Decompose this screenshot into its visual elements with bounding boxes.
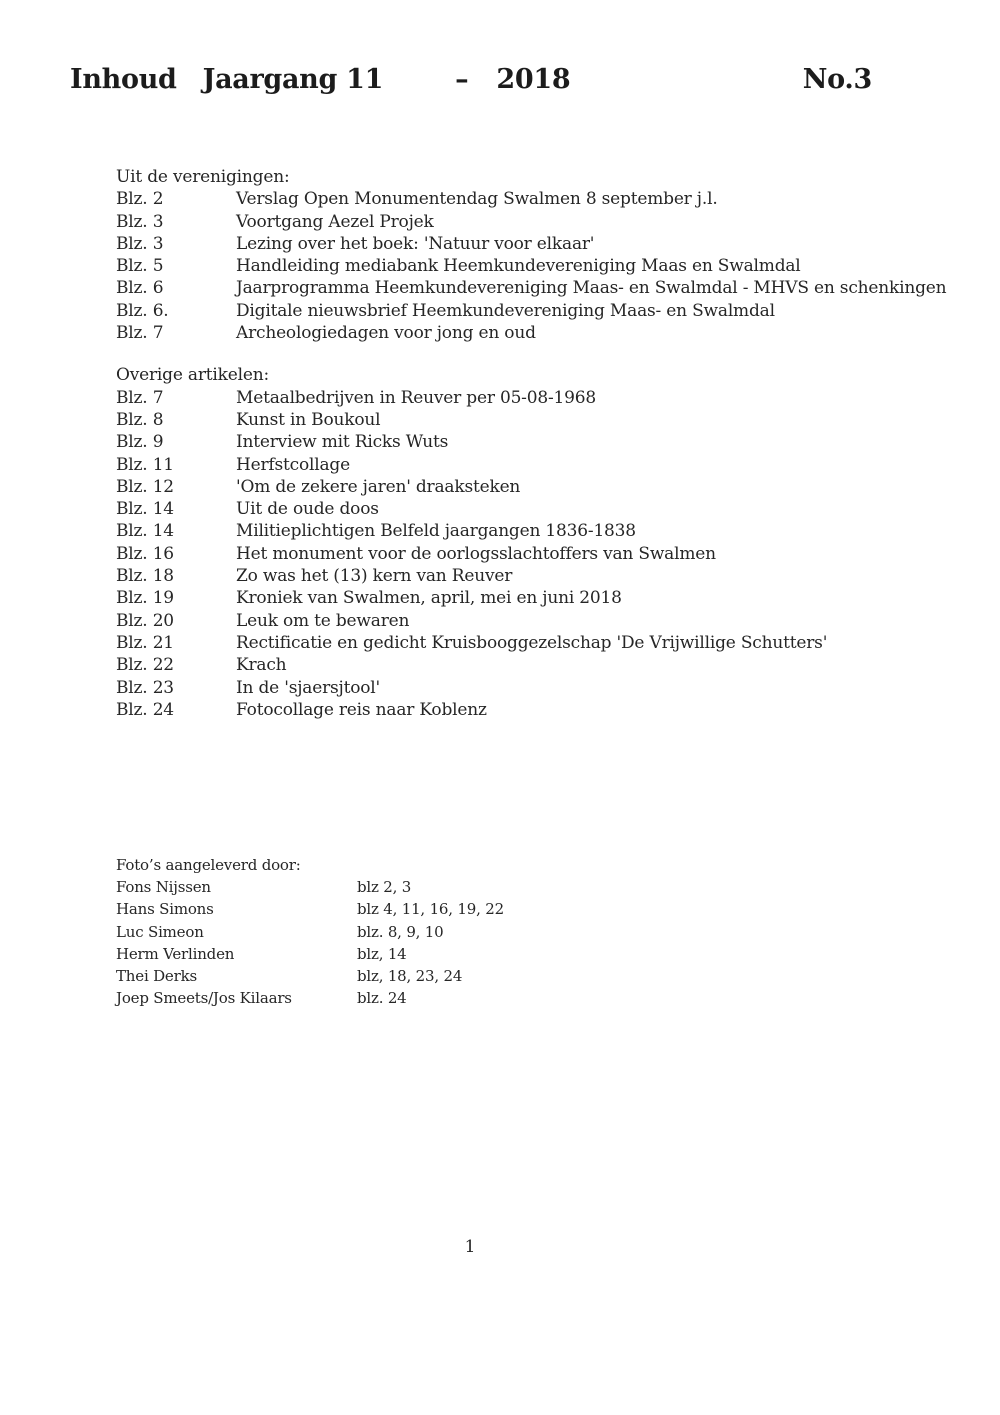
toc-entry-page: Blz. 8 [116,409,164,430]
toc-entry-page: Blz. 6. [116,300,169,321]
toc-entry-title: Archeologiedagen voor jong en oud [236,323,536,344]
header-title-inhoud: Inhoud [70,64,177,95]
toc-entry [116,387,906,409]
toc-entry-title: Herfstcollage [236,454,350,475]
credit-pages: blz, 14 [357,944,407,963]
toc-entry-title: Uit de oude doos [236,499,379,520]
toc-entry-title: 'Om de zekere jaren' draaksteken [236,476,521,497]
credit-row [116,965,816,987]
toc-entry [116,520,906,542]
toc-entry [116,632,906,654]
toc-entry-page: Blz. 3 [116,211,164,232]
toc-entry [116,409,906,431]
toc-entry-page: Blz. 14 [116,499,174,520]
credit-name: Herm Verlinden [116,944,235,963]
toc-entry-title: Lezing over het boek: 'Natuur voor elkaar' [236,233,595,254]
credit-row [116,943,816,965]
header-title-jaargang: Jaargang 11 [202,64,384,95]
toc-entry-page: Blz. 2 [116,189,164,210]
issue-number: No.3 [802,64,872,95]
toc-entry-page: Blz. 24 [116,699,174,720]
credit-pages: blz 4, 11, 16, 19, 22 [357,900,504,919]
toc-entry-title: Handleiding mediabank Heemkundevereniging Maas en Swalmdal [236,256,801,277]
toc-section-heading: Overige artikelen: [116,365,269,386]
photo-credits [116,854,816,1009]
toc-entry-title: Zo was het (13) kern van Reuver [236,566,513,587]
toc-entry-title: Verslag Open Monumentendag Swalmen 8 september j.l. [236,189,718,210]
toc-entry-title: Kroniek van Swalmen, april, mei en juni 2018 [236,588,622,609]
credit-pages: blz. 24 [357,989,407,1008]
credit-name: Thei Derks [116,967,197,986]
toc-entry-title: Metaalbedrijven in Reuver per 05-08-1968 [236,387,596,408]
toc-entry [116,431,906,453]
toc-entry-page: Blz. 3 [116,233,164,254]
credit-row [116,921,816,943]
toc-entry [116,587,906,609]
credit-name: Hans Simons [116,900,214,919]
toc-entry-title: In de 'sjaersjtool' [236,677,381,698]
credits-rows [116,876,816,1009]
toc-entry-title: Rectificatie en gedicht Kruisbooggezelschap 'De Vrijwillige Schutters' [236,632,828,653]
toc-entry-page: Blz. 20 [116,610,174,631]
toc [116,166,947,721]
toc-entry-page: Blz. 14 [116,521,174,542]
toc-entry-title: Kunst in Boukoul [236,409,381,430]
credit-pages: blz 2, 3 [357,878,412,897]
toc-entry [116,300,906,322]
toc-entry-page: Blz. 16 [116,543,174,564]
toc-entry-page: Blz. 12 [116,476,174,497]
toc-entry [116,565,906,587]
toc-entry-title: Interview mit Ricks Wuts [236,432,449,453]
toc-entry [116,255,906,277]
toc-entry-page: Blz. 6 [116,278,164,299]
toc-entry-page: Blz. 5 [116,256,164,277]
toc-entry-page: Blz. 7 [116,387,164,408]
toc-entry [116,277,947,299]
toc-entry-page: Blz. 18 [116,566,174,587]
credit-name: Fons Nijssen [116,878,211,897]
toc-entry-title: Digitale nieuwsbrief Heemkundevereniging Maas- en Swalmdal [236,300,775,321]
toc-entry [116,654,906,676]
toc-entry [116,543,906,565]
toc-entry [116,610,906,632]
header-dash: – [455,64,469,95]
credit-pages: blz, 18, 23, 24 [357,967,463,986]
toc-entry-page: Blz. 21 [116,632,174,653]
toc-entry [116,454,906,476]
toc-entry-title: Leuk om te bewaren [236,610,410,631]
toc-section-heading: Uit de verenigingen: [116,167,290,187]
credit-row [116,987,816,1009]
toc-entry [116,498,906,520]
credit-pages: blz. 8, 9, 10 [357,922,444,941]
page-number: 1 [464,1237,476,1257]
toc-entry-page: Blz. 7 [116,323,164,344]
toc-entry-page: Blz. 9 [116,432,164,453]
header-year: 2018 [496,64,571,95]
toc-entry-page: Blz. 19 [116,588,174,609]
credit-row [116,876,816,898]
toc-entry-title: Krach [236,655,287,676]
toc-entry-page: Blz. 22 [116,655,174,676]
toc-entry-title: Jaarprogramma Heemkundevereniging Maas- en Swalmdal - MHVS en schenkingen [236,278,947,299]
page-header [70,64,872,95]
toc-entry-page: Blz. 11 [116,454,174,475]
toc-entry [116,211,906,233]
toc-entry-title: Het monument voor de oorlogsslachtoffers van Swalmen [236,543,716,564]
toc-entry-title: Militieplichtigen Belfeld jaargangen 1836-1838 [236,521,636,542]
toc-entry-title: Fotocollage reis naar Koblenz [236,699,487,720]
toc-entry [116,188,906,210]
credit-name: Joep Smeets/Jos Kilaars [116,989,292,1008]
toc-entry [116,699,906,721]
toc-entry-title: Voortgang Aezel Projek [236,211,434,232]
credit-row [116,898,816,920]
credits-heading: Foto’s aangeleverd door: [116,856,301,874]
credit-name: Luc Simeon [116,922,204,941]
toc-entry-page: Blz. 23 [116,677,174,698]
toc-entry [116,476,906,498]
toc-entry [116,677,906,699]
toc-entry [116,233,906,255]
toc-section [116,364,906,721]
toc-entry [116,322,906,344]
toc-section [116,166,947,344]
